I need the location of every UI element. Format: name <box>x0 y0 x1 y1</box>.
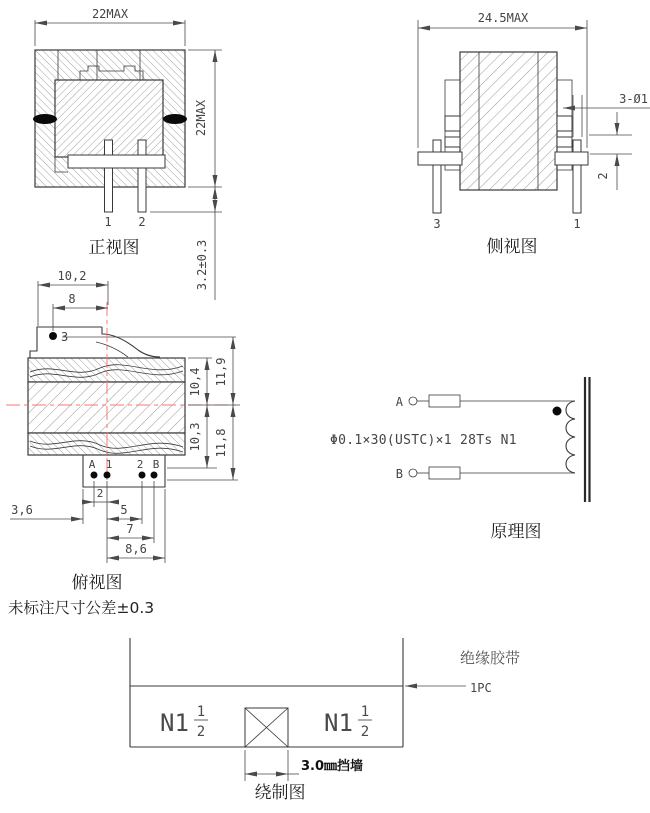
top-pin-1 <box>104 472 111 479</box>
winding-left-frac-num: 1 <box>196 704 206 720</box>
front-pin1-label: 1 <box>104 215 112 229</box>
winding-title: 绕制图 <box>254 783 306 803</box>
front-view-title: 正视图 <box>88 238 140 258</box>
winding-right-frac-den: 2 <box>360 724 370 740</box>
top-pin-B <box>151 472 158 479</box>
top-pin-A <box>91 472 98 479</box>
top-dim-11-9: 11,9 <box>214 357 228 387</box>
top-pin-3 <box>49 332 57 340</box>
top-dim-10-2: 10,2 <box>57 269 87 283</box>
terminal-a-label: A <box>395 395 403 409</box>
winding-right-name: N1 <box>324 709 353 737</box>
side-pin-1 <box>573 140 581 213</box>
winding-left-name: N1 <box>160 709 189 737</box>
top-dim-5: 5 <box>120 503 128 517</box>
top-dim-10-3: 10,3 <box>188 422 202 452</box>
top-dim-11-8: 11,8 <box>214 428 228 458</box>
front-gap-mark-right <box>163 114 187 124</box>
side-pin-dia-dim: 3-Ø1 <box>619 92 648 106</box>
side-base-bar-left <box>418 152 462 165</box>
front-base-bar <box>68 155 165 168</box>
side-view-title: 侧视图 <box>486 237 538 257</box>
top-dim-8-6: 8,6 <box>125 542 147 556</box>
tape-qty: 1PC <box>470 681 492 695</box>
side-pin3-label: 3 <box>433 217 441 231</box>
top-dim-3-6: 3,6 <box>11 503 33 517</box>
side-pin-3 <box>433 140 441 213</box>
front-pin2-label: 2 <box>138 215 146 229</box>
top-dim-7: 7 <box>126 522 134 536</box>
barrier-dim-label: 3.0㎜挡墙 <box>301 759 364 774</box>
top-pinA-label: A <box>88 458 96 471</box>
winding-left-frac-den: 2 <box>196 724 206 740</box>
schematic-title: 原理图 <box>490 522 542 542</box>
front-pin-2 <box>138 140 146 212</box>
top-view-title: 俯视图 <box>71 573 123 593</box>
front-pin-1 <box>105 140 113 212</box>
wire-spec: Φ0.1×30(USTC)×1 28Ts N1 <box>330 433 517 448</box>
top-pin2-label: 2 <box>136 458 144 471</box>
tolerance-note: 未标注尺寸公差±0.3 <box>8 599 155 617</box>
terminal-b-label: B <box>395 467 403 481</box>
front-width-dim: 22MAX <box>91 7 129 21</box>
polarity-dot <box>553 407 562 416</box>
side-core <box>460 52 557 190</box>
top-pin1-label: 1 <box>105 458 113 471</box>
top-dim-2: 2 <box>96 487 104 500</box>
top-pinB-label: B <box>152 458 160 471</box>
front-gap-mark-left <box>33 114 57 124</box>
top-pin-2 <box>139 472 146 479</box>
winding-right-frac-num: 1 <box>360 704 370 720</box>
front-pin-length-dim: 3.2±0.3 <box>195 239 209 291</box>
side-pin-gap-dim: 2 <box>596 172 610 180</box>
top-dim-8: 8 <box>68 292 76 306</box>
top-pin3-label: 3 <box>61 330 69 344</box>
front-height-dim: 22MAX <box>194 99 208 137</box>
tape-label: 绝缘胶带 <box>460 649 521 667</box>
side-pin1-label: 1 <box>573 217 581 231</box>
side-base-bar-right <box>555 152 588 165</box>
side-width-dim: 24.5MAX <box>477 11 529 25</box>
top-dim-10-4: 10,4 <box>188 367 202 397</box>
